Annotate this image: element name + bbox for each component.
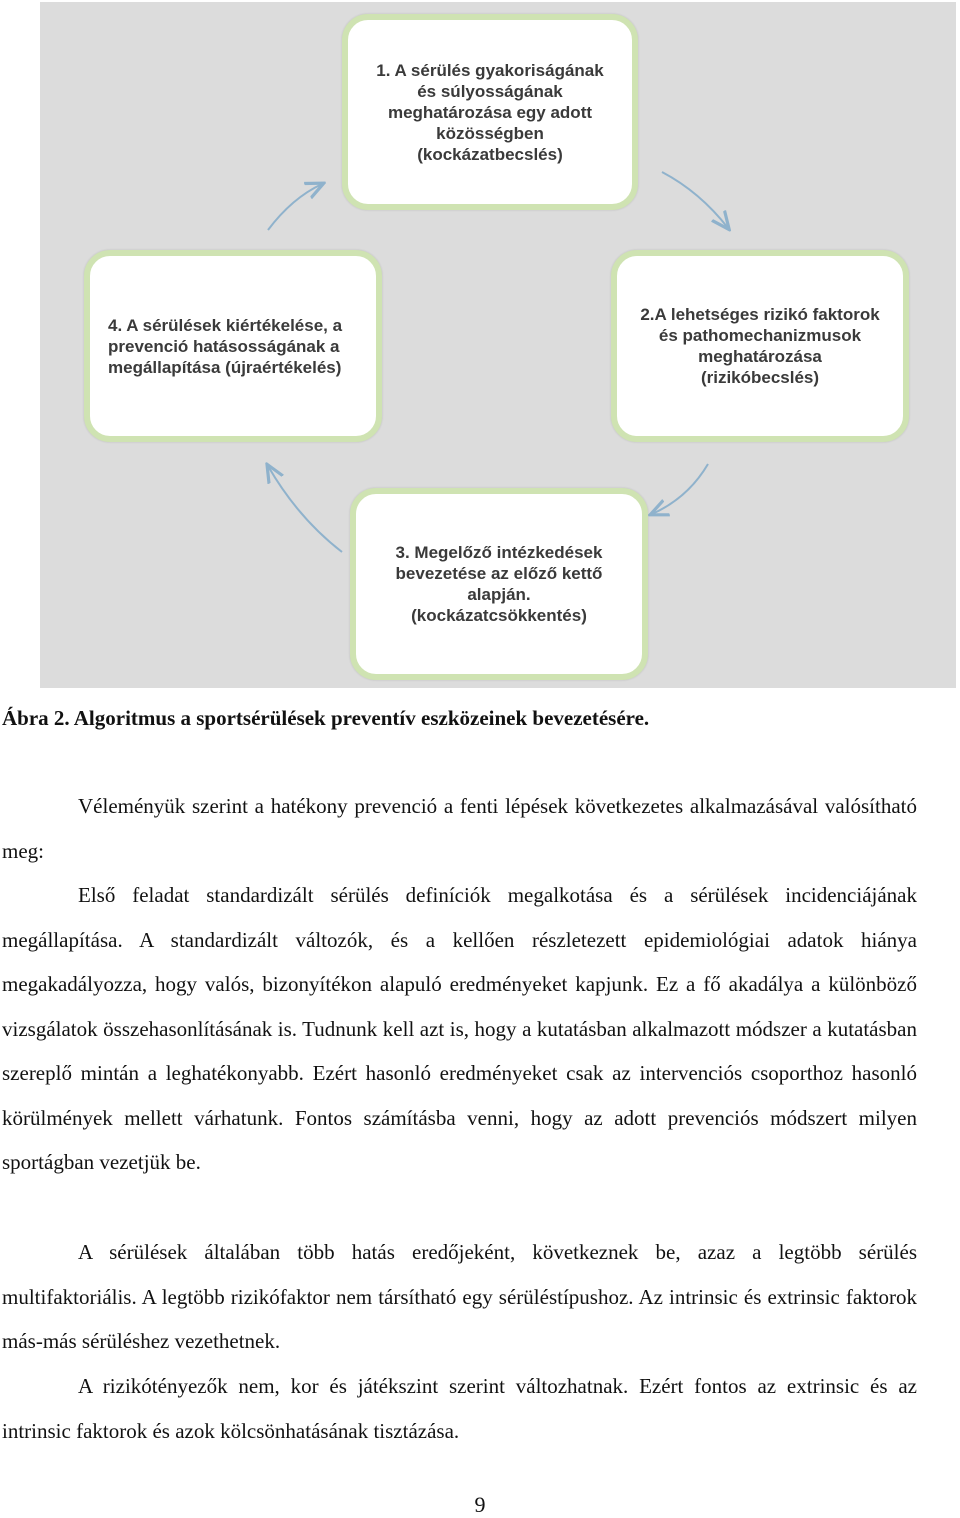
step-3-line: (kockázatcsökkentés) xyxy=(411,606,587,625)
step-1-line: 1. A sérülés gyakoriságának xyxy=(376,60,604,80)
step-2-line: és pathomechanizmusok xyxy=(658,326,862,345)
step-4-line: megállapítása (újraértékelés) xyxy=(108,357,342,377)
arrow-4-to-1 xyxy=(268,184,322,230)
paragraph: Első feladat standardizált sérülés definíciók megalkotása és a sérülések incidenciájának megállapítása. A standardizált változók, és a kellően részletezett epidemiológiai adatok hiánya megakadályozza, hogy valós, bizonyítékon alapuló eredményeket kapjunk. Ez a fő akadálya a különböző vizsgálatok összehasonlításának is. Tudnunk kell azt is, hogy a kutatásban alkalmazott módszer a kutatásban szereplő mintán a leghatékonyabb. Ezért hasonló eredményeket csak az intervenciós csoporthoz hasonló körülmények mellett várhatunk. Fontos számításba venni, hogy az adott prevenciós módszert milyen sportágban vezetjük be. xyxy=(2,883,917,1174)
step-4-line: prevenció hatásosságának a xyxy=(108,336,340,356)
paragraph-3-container xyxy=(2,1230,917,1364)
step-1-line: és súlyosságának xyxy=(417,81,563,101)
step-1-line: (kockázatbecslés) xyxy=(417,144,563,164)
step-3-line: bevezetése az előző kettő xyxy=(395,564,603,583)
arrow-1-to-2 xyxy=(662,172,728,228)
step-2-line: 2.A lehetséges rizikó faktorok xyxy=(640,305,880,324)
paragraph: A rizikótényezők nem, kor és játékszint szerint változhatnak. Ezért fontos az extrinsic és az intrinsic faktorok és azok kölcsönhatásának tisztázása. xyxy=(2,1374,917,1443)
step-2-line: (rizikóbecslés) xyxy=(700,368,820,387)
paragraph-4-container xyxy=(2,1364,917,1453)
step-3-box xyxy=(350,488,648,680)
paragraph: A sérülések általában több hatás eredőjeként, következnek be, azaz a legtöbb sérülés multifaktoriális. A legtöbb rizikófaktor nem társítható egy sérüléstípushoz. Az intrinsic és extrinsic faktorok más-más sérüléshez vezethetnek. xyxy=(2,1240,917,1353)
cycle-diagram xyxy=(40,2,956,688)
step-1-box xyxy=(342,14,638,210)
step-3-line: alapján. xyxy=(467,585,531,604)
step-1-line: meghatározása egy adott xyxy=(387,102,593,122)
figure-caption: Ábra 2. Algoritmus a sportsérülések preventív eszközeinek bevezetésére. xyxy=(2,706,650,730)
arrow-3-to-4 xyxy=(268,466,342,552)
step-1-line: közösségben xyxy=(436,123,544,143)
step-2-box xyxy=(611,250,909,442)
arrow-2-to-3 xyxy=(652,464,708,514)
step-2-line: meghatározása xyxy=(698,347,822,366)
page-number: 9 xyxy=(474,1492,486,1517)
paragraph: Véleményük szerint a hatékony prevenció a fenti lépések következetes alkalmazásával valósítható meg: xyxy=(2,794,917,863)
step-3-line: 3. Megelőző intézkedések xyxy=(395,543,603,562)
step-4-box xyxy=(84,250,382,442)
paragraph-2-container xyxy=(2,873,917,1185)
paragraph-1-container xyxy=(2,784,917,873)
step-4-line: 4. A sérülések kiértékelése, a xyxy=(108,315,343,335)
